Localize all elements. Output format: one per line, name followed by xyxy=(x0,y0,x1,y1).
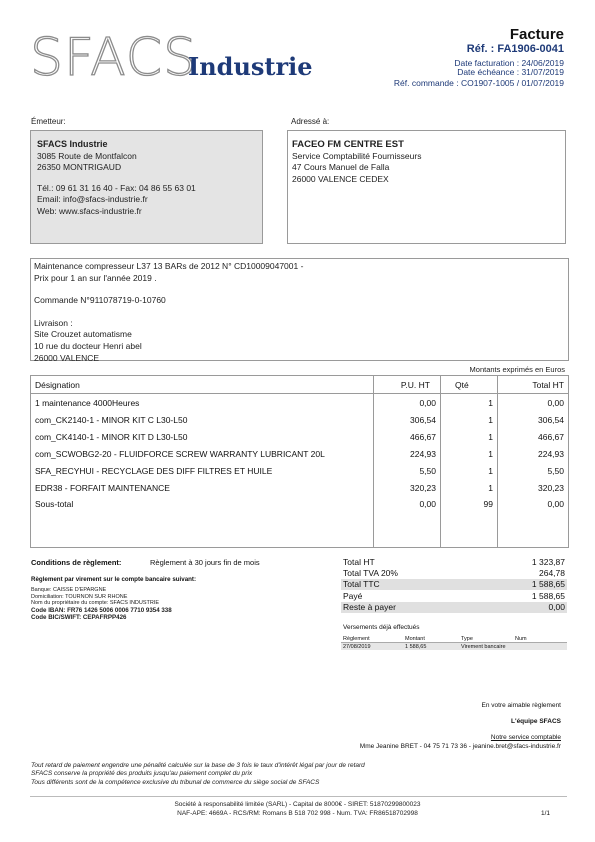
row-designation: SFA_RECYHUI - RECYCLAGE DES DIFF FILTRES ET HUILE xyxy=(31,462,374,479)
row-quantity: 1 xyxy=(441,428,498,445)
payments-header-row xyxy=(341,635,567,643)
totals-table xyxy=(341,556,567,613)
payments-header-date: Règlement xyxy=(341,635,403,643)
logo-industrie-text: Industrie xyxy=(188,52,313,81)
bank-name: Banque: CAISSE D'EPARGNE xyxy=(31,587,107,593)
remaining-value: 0,00 xyxy=(480,602,567,613)
recipient-box xyxy=(287,130,566,244)
table-row xyxy=(31,479,569,496)
order-number: Commande N°911078719-0-10760 xyxy=(34,295,166,306)
currency-note: Montants exprimés en Euros xyxy=(469,365,565,374)
description-box xyxy=(30,258,569,361)
row-total: 0,00 xyxy=(498,394,569,412)
total-ht-label: Total HT xyxy=(343,556,375,567)
bank-domiciliation: Domiciliation: TOURNON SUR RHONE xyxy=(31,593,128,600)
row-total: 306,54 xyxy=(498,411,569,428)
header-quantity: Qté xyxy=(441,376,498,394)
closing-salutation: En votre aimable règlement xyxy=(481,702,561,709)
row-unit-price: 320,23 xyxy=(374,479,441,496)
order-reference: Réf. commande : CO1907-1005 / 01/07/2019 xyxy=(393,78,564,88)
header-unit-price: P.U. HT xyxy=(374,376,441,394)
accounting-service: Notre service comptable xyxy=(490,734,561,741)
row-designation: com_SCWOBG2-20 - FLUIDFORCE SCREW WARRANTY LUBRICANT 20L xyxy=(31,445,374,462)
description-line2: Prix pour 1 an sur l'année 2019 . xyxy=(34,272,157,283)
row-unit-price: 306,54 xyxy=(374,411,441,428)
bic-swift: Code BIC/SWIFT: CEPAFRPP426 xyxy=(31,614,127,622)
invoice-reference: Réf. : FA1906-0041 xyxy=(466,43,564,55)
paid-value: 1 588,65 xyxy=(531,590,565,601)
row-unit-price: 466,67 xyxy=(374,428,441,445)
table-row xyxy=(31,394,569,412)
row-unit-price: 0,00 xyxy=(374,394,441,412)
payment-terms-value: Règlement à 30 jours fin de mois xyxy=(150,558,260,567)
company-logo xyxy=(30,28,313,88)
invoice-date: Date facturation : 24/06/2019 xyxy=(454,58,564,68)
delivery-street: 10 rue du docteur Henri abel xyxy=(34,340,142,351)
subtotal-quantity: 99 xyxy=(441,496,498,548)
subtotal-row xyxy=(31,496,569,548)
legal-mentions xyxy=(31,762,365,787)
row-quantity: 1 xyxy=(441,445,498,462)
payments-header-amount: Montant xyxy=(403,635,459,643)
document-title: Facture xyxy=(509,26,564,43)
row-designation: com_CK4140-1 - MINOR KIT D L30-L50 xyxy=(31,428,374,445)
row-total: 320,23 xyxy=(498,479,569,496)
recipient-address-line2: 26000 VALENCE CEDEX xyxy=(292,173,389,184)
emitter-address-line2: 26350 MONTRIGAUD xyxy=(37,162,122,173)
line-items-table xyxy=(30,375,569,548)
row-quantity: 1 xyxy=(441,394,498,412)
payment-terms-label: Conditions de règlement: xyxy=(31,558,122,567)
delivery-city: 26000 VALENCE xyxy=(34,352,100,363)
delivery-site: Site Crouzet automatisme xyxy=(34,329,132,340)
payment-date: 27/08/2019 xyxy=(341,643,403,651)
team-signature: L'équipe SFACS xyxy=(511,718,561,725)
bank-details xyxy=(31,587,172,622)
row-quantity: 1 xyxy=(441,462,498,479)
remaining-label: Reste à payer xyxy=(341,602,480,613)
row-total: 466,67 xyxy=(498,428,569,445)
total-ttc-value: 1 588,65 xyxy=(480,579,567,590)
payments-header-type: Type xyxy=(459,635,513,643)
payment-row xyxy=(341,643,567,651)
header-total: Total HT xyxy=(498,376,569,394)
emitter-website: Web: www.sfacs-industrie.fr xyxy=(37,205,142,216)
recipient-service: Service Comptabilité Fournisseurs xyxy=(292,150,422,161)
table-header-row xyxy=(31,376,569,394)
payments-table xyxy=(341,635,567,650)
paid-row xyxy=(341,590,567,601)
total-ht-value: 1 323,87 xyxy=(531,556,565,567)
emitter-address-line1: 3085 Route de Montfalcon xyxy=(37,150,137,161)
total-tva-row xyxy=(341,567,567,578)
total-ht-row xyxy=(341,556,567,567)
row-designation: com_CK2140-1 - MINOR KIT C L30-L50 xyxy=(31,411,374,428)
table-row xyxy=(31,445,569,462)
iban: Code IBAN: FR76 1426 5006 0006 7710 9354 338 xyxy=(31,606,172,614)
page-number: 1/1 xyxy=(540,810,550,817)
total-ttc-row xyxy=(341,579,567,590)
total-ttc-label: Total TTC xyxy=(341,579,480,590)
payment-type: Virement bancaire xyxy=(459,643,513,651)
delivery-label: Livraison : xyxy=(34,317,73,328)
emitter-label: Émetteur: xyxy=(31,117,66,126)
row-unit-price: 5,50 xyxy=(374,462,441,479)
legal-late-payment: Tout retard de paiement engendre une pénalité calculée sur la base de 3 fois le taux d'intérêt légal par jour de retard xyxy=(31,762,365,769)
row-designation: EDR38 - FORFAIT MAINTENANCE xyxy=(31,479,374,496)
legal-jurisdiction: Tous différents sont de la compétence exclusive du tribunal de commerce du siège social de SFACS xyxy=(31,778,320,786)
paid-label: Payé xyxy=(343,590,363,601)
row-designation: 1 maintenance 4000Heures xyxy=(31,394,374,412)
subtotal-total: 0,00 xyxy=(498,496,569,548)
remaining-row xyxy=(341,602,567,613)
recipient-label: Adressé à: xyxy=(291,117,330,126)
subtotal-unit-price: 0,00 xyxy=(374,496,441,548)
total-tva-label: Total TVA 20% xyxy=(343,568,398,579)
emitter-name: SFACS Industrie xyxy=(37,139,108,149)
emitter-phone: Tél.: 09 61 31 16 40 - Fax: 04 86 55 63 01 xyxy=(37,182,196,193)
emitter-email: Email: info@sfacs-industrie.fr xyxy=(37,194,148,205)
total-tva-value: 264,78 xyxy=(539,568,565,579)
footer-registration: NAF-APE: 4669A - RCS/RM: Romans B 518 702 998 - Num. TVA: FR86518702998 xyxy=(177,810,418,817)
row-unit-price: 224,93 xyxy=(374,445,441,462)
due-date: Date échéance : 31/07/2019 xyxy=(457,67,564,77)
account-owner: Nom du propriétaire du compte: SFACS INDUSTRIE xyxy=(31,600,160,607)
logo-sfacs-text: SFACS xyxy=(30,28,198,88)
footer-company-info: Société à responsabilité limitée (SARL) - Capital de 8000€ - SIRET: 51870299800023 xyxy=(174,801,421,808)
payments-header-num: Num xyxy=(513,635,567,643)
subtotal-label: Sous-total xyxy=(31,496,374,548)
recipient-name: FACEO FM CENTRE EST xyxy=(292,139,404,150)
row-quantity: 1 xyxy=(441,411,498,428)
recipient-address-line1: 47 Cours Manuel de Falla xyxy=(292,162,390,173)
table-row xyxy=(31,411,569,428)
accounting-contact: Mme Jeanine BRET - 04 75 71 73 36 - jeanine.bret@sfacs-industrie.fr xyxy=(359,743,561,750)
header-designation: Désignation xyxy=(31,376,374,394)
payments-title: Versements déjà effectués xyxy=(343,624,420,631)
emitter-box xyxy=(30,130,263,244)
footer-divider xyxy=(30,796,567,797)
row-total: 224,93 xyxy=(498,445,569,462)
payment-num xyxy=(513,643,567,651)
table-row xyxy=(31,462,569,479)
payment-amount: 1 588,65 xyxy=(403,643,459,651)
legal-ownership: SFACS conserve la propriété des produits jusqu'au paiement complet du prix xyxy=(31,770,253,778)
row-quantity: 1 xyxy=(441,479,498,496)
table-row xyxy=(31,428,569,445)
bank-transfer-heading: Règlement par virement sur le compte bancaire suivant: xyxy=(31,576,197,583)
row-total: 5,50 xyxy=(498,462,569,479)
description-line1: Maintenance compresseur L37 13 BARs de 2012 N° CD10009047001 - xyxy=(34,261,304,271)
